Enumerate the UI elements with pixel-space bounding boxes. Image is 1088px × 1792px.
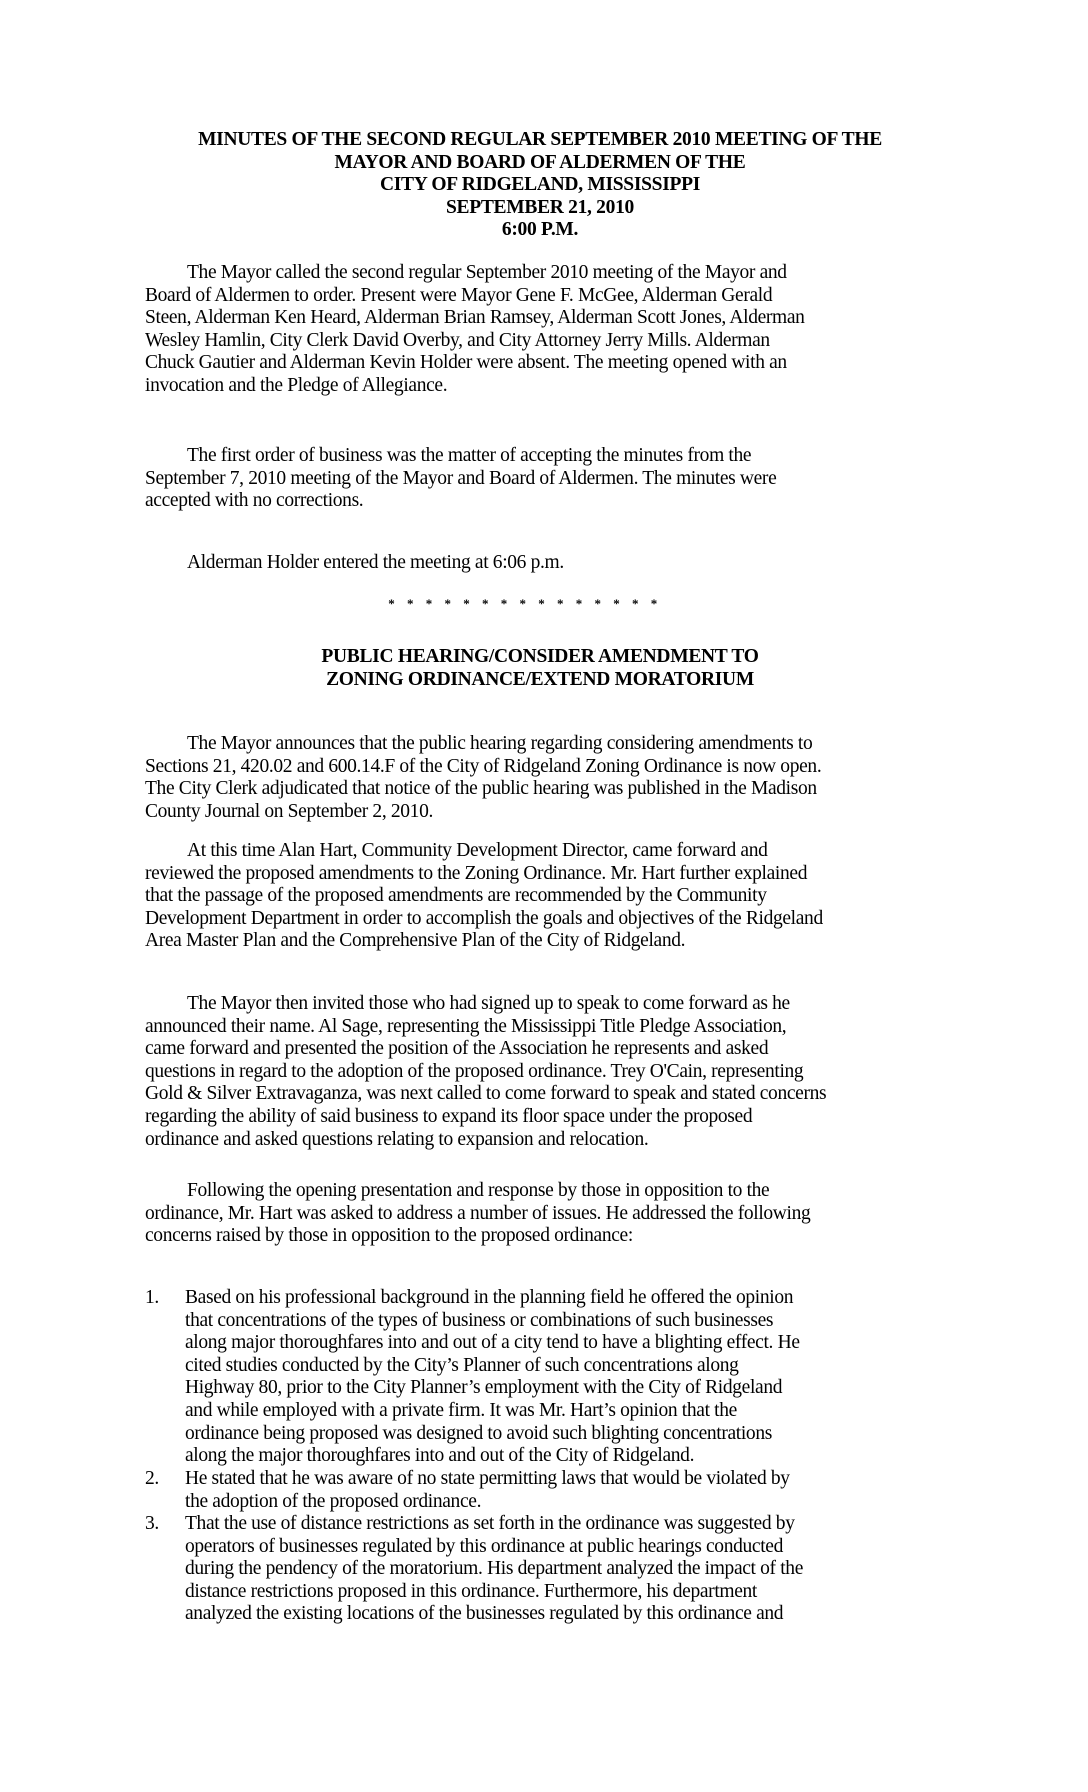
- list-number: 1.: [145, 1287, 159, 1308]
- paragraph-hart-response: [145, 1180, 960, 1248]
- text-line: along major thoroughfares into and out of a city tend to have a blighting effect. He: [185, 1332, 800, 1354]
- paragraph-hearing-open: [145, 733, 960, 823]
- list-body: [185, 1287, 975, 1468]
- text-line: questions in regard to the adoption of the proposed ordinance. Trey O'Cain, representing: [145, 1060, 804, 1082]
- text-line: Based on his professional background in the planning field he offered the opinion: [185, 1287, 794, 1308]
- title-line: MINUTES OF THE SECOND REGULAR SEPTEMBER 2010 MEETING OF THE: [198, 129, 882, 150]
- text-line: ordinance and asked questions relating to expansion and relocation.: [145, 1128, 649, 1150]
- text-line: The City Clerk adjudicated that notice of the public hearing was published in the Madison: [145, 778, 817, 800]
- text-line: He stated that he was aware of no state permitting laws that would be violated by: [185, 1468, 790, 1489]
- meeting-time: 6:00 P.M.: [501, 219, 579, 240]
- asterisk-separator: * * * * * * * * * * * * * * *: [388, 596, 662, 611]
- text-line: and while employed with a private firm. It was Mr. Hart’s opinion that the: [185, 1399, 737, 1421]
- text-line: County Journal on September 2, 2010.: [145, 800, 433, 822]
- text-line: accepted with no corrections.: [145, 490, 364, 512]
- text-line: Development Department in order to accomplish the goals and objectives of the Ridgeland: [145, 907, 823, 929]
- paragraph-call-to-order: [145, 262, 960, 398]
- text-line: operators of businesses regulated by this ordinance at public hearings conducted: [185, 1535, 783, 1557]
- text-line: that the passage of the proposed amendments are recommended by the Community: [145, 885, 767, 907]
- text-line: analyzed the existing locations of the businesses regulated by this ordinance and: [185, 1603, 784, 1625]
- text-line: reviewed the proposed amendments to the Zoning Ordinance. Mr. Hart further explained: [145, 862, 808, 884]
- title-line: CITY OF RIDGELAND, MISSISSIPPI: [379, 174, 701, 195]
- text-line: Chuck Gautier and Alderman Kevin Holder were absent. The meeting opened with an: [145, 352, 787, 374]
- text-line: Gold & Silver Extravaganza, was next called to come forward to speak and stated concerns: [145, 1083, 827, 1105]
- text-line: the adoption of the proposed ordinance.: [185, 1490, 482, 1512]
- meeting-date: SEPTEMBER 21, 2010: [445, 196, 634, 218]
- text-line: September 7, 2010 meeting of the Mayor and Board of Aldermen. The minutes were: [145, 467, 777, 489]
- paragraph-hart-review: [145, 840, 960, 953]
- document-title: [130, 129, 950, 242]
- text-line: regarding the ability of said business to expand its floor space under the proposed: [145, 1105, 753, 1127]
- text-line: The Mayor announces that the public hearing regarding considering amendments to: [187, 733, 813, 754]
- text-line: ordinance, Mr. Hart was asked to address a number of issues. He addressed the following: [145, 1202, 811, 1224]
- paragraph-holder-entered: [145, 552, 960, 575]
- text-line: that concentrations of the types of business or combinations of such businesses: [185, 1309, 774, 1331]
- heading-line: ZONING ORDINANCE/EXTEND MORATORIUM: [326, 668, 754, 690]
- text-line: The Mayor then invited those who had signed up to speak to come forward as he: [187, 993, 790, 1014]
- paragraph-minutes-accepted: [145, 445, 960, 513]
- text-line: Area Master Plan and the Comprehensive Plan of the City of Ridgeland.: [145, 930, 686, 952]
- text-line: ordinance being proposed was designed to avoid such blighting concentrations: [185, 1422, 772, 1444]
- text-line: Board of Aldermen to order. Present were Mayor Gene F. McGee, Alderman Gerald: [145, 284, 773, 306]
- text-line: Wesley Hamlin, City Clerk David Overby, and City Attorney Jerry Mills. Alderman: [145, 329, 770, 351]
- text-line: during the pendency of the moratorium. His department analyzed the impact of the: [185, 1558, 803, 1580]
- text-line: That the use of distance restrictions as set forth in the ordinance was suggested by: [185, 1513, 795, 1534]
- paragraph-speakers: [145, 993, 960, 1151]
- list-body: [185, 1468, 975, 1513]
- text-line: Following the opening presentation and response by those in opposition to the: [187, 1180, 770, 1201]
- text-line: announced their name. Al Sage, representing the Mississippi Title Pledge Association,: [145, 1015, 787, 1037]
- text-line: Sections 21, 420.02 and 600.14.F of the City of Ridgeland Zoning Ordinance is now open.: [145, 755, 822, 777]
- text-line: distance restrictions proposed in this ordinance. Furthermore, his department: [185, 1580, 757, 1602]
- text-line: came forward and presented the position of the Association he represents and asked: [145, 1038, 769, 1060]
- text-line: Alderman Holder entered the meeting at 6:06 p.m.: [187, 552, 564, 573]
- text-line: along the major thoroughfares into and out of the City of Ridgeland.: [185, 1445, 695, 1467]
- text-line: concerns raised by those in opposition to the proposed ordinance:: [145, 1225, 633, 1247]
- text-line: invocation and the Pledge of Allegiance.: [145, 374, 448, 396]
- section-heading: [130, 646, 950, 691]
- list-body: [185, 1513, 975, 1626]
- heading-line: PUBLIC HEARING/CONSIDER AMENDMENT TO: [321, 646, 759, 667]
- text-line: The first order of business was the matter of accepting the minutes from the: [187, 445, 752, 466]
- list-number: 3.: [145, 1513, 159, 1534]
- list-number: 2.: [145, 1468, 159, 1489]
- text-line: The Mayor called the second regular September 2010 meeting of the Mayor and: [187, 262, 787, 283]
- text-line: At this time Alan Hart, Community Development Director, came forward and: [187, 840, 768, 861]
- title-line: MAYOR AND BOARD OF ALDERMEN OF THE: [334, 151, 746, 173]
- text-line: cited studies conducted by the City’s Planner of such concentrations along: [185, 1354, 739, 1376]
- text-line: Highway 80, prior to the City Planner’s employment with the City of Ridgeland: [185, 1377, 783, 1399]
- text-line: Steen, Alderman Ken Heard, Alderman Brian Ramsey, Alderman Scott Jones, Alderman: [145, 307, 805, 329]
